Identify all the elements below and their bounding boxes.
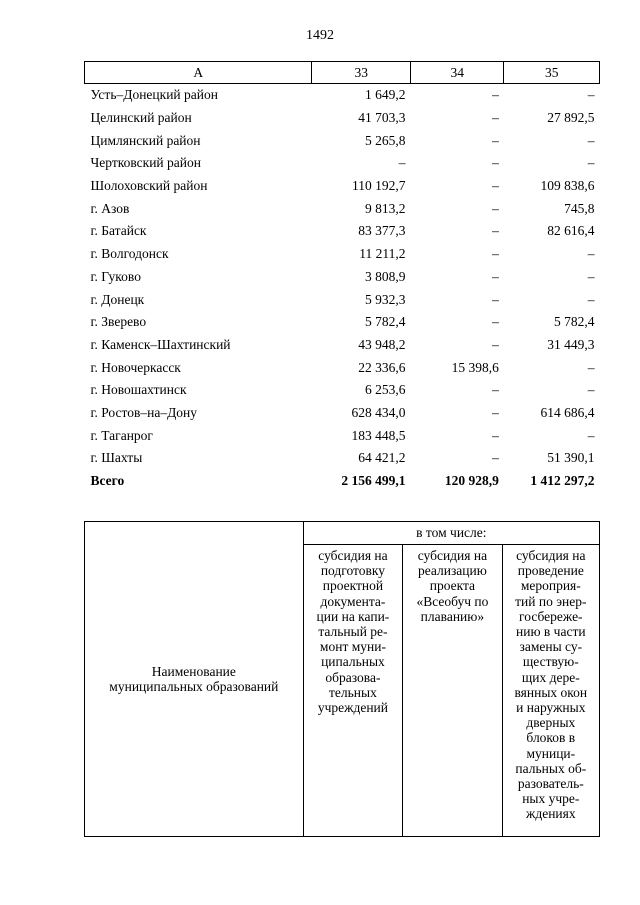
row-value-35: 31 449,3 (547, 336, 595, 352)
subsidy-energy-saving-header: субсидия на проведение мероприя- тий по энер- госбереже- нию в части замены су- ществую- щих дере- вянных окон и наружных дверных блоков в муници- пальных об- разователь- ных учре- ждениях (502, 545, 599, 837)
table-row (85, 424, 600, 447)
row-value-35: – (587, 155, 595, 171)
table-row (85, 288, 600, 311)
row-value-33: 64 421,2 (358, 450, 406, 466)
row-value-34: – (492, 246, 499, 262)
row-name: г. Волгодонск (90, 246, 169, 262)
row-value-35: 51 390,1 (547, 450, 595, 466)
row-value-34: – (492, 87, 499, 103)
table-row (85, 266, 600, 289)
row-value-34: – (492, 223, 499, 239)
row-value-33: 3 808,9 (365, 268, 406, 284)
row-value-34: 15 398,6 (451, 359, 499, 375)
table-header-row (85, 62, 600, 84)
row-name: г. Батайск (90, 223, 147, 239)
row-value-33: 11 211,2 (359, 246, 406, 262)
table-row (85, 175, 600, 198)
row-name: Шолоховский район (90, 178, 208, 194)
row-value-34: – (492, 427, 499, 443)
row-name: г. Таганрог (90, 427, 153, 443)
row-value-35: – (587, 427, 595, 443)
municipality-name-header: Наименование муниципальных образований (85, 522, 304, 837)
row-name: г. Шахты (90, 450, 143, 466)
row-value-33: 5 782,4 (365, 314, 406, 330)
row-value-35: – (587, 132, 595, 148)
row-value-34: – (492, 314, 499, 330)
row-value-33: 43 948,2 (358, 336, 406, 352)
table-row (85, 84, 600, 107)
row-value-34: – (492, 268, 499, 284)
table-row (85, 447, 600, 470)
row-value-34: – (492, 382, 499, 398)
row-value-35: 614 686,4 (540, 404, 595, 420)
row-value-34: – (492, 155, 499, 171)
row-value-34: 120 928,9 (444, 473, 499, 489)
row-value-34: – (492, 336, 499, 352)
row-name: Чертковский район (90, 155, 201, 171)
table-row (85, 356, 600, 379)
row-value-35: 745,8 (564, 200, 595, 216)
row-value-35: – (587, 268, 595, 284)
subsidy-header-table (84, 521, 600, 837)
row-value-33: 5 932,3 (365, 291, 406, 307)
row-name: г. Новошахтинск (90, 382, 187, 398)
row-name: Цимлянский район (90, 132, 201, 148)
row-name: г. Зверево (90, 314, 147, 330)
row-value-33: 9 813,2 (365, 200, 406, 216)
row-name: Усть–Донецкий район (90, 87, 218, 103)
table-row (85, 379, 600, 402)
row-value-33: 110 192,7 (352, 178, 406, 194)
row-value-34: – (492, 132, 499, 148)
row-value-35: 82 616,4 (547, 223, 595, 239)
subsidy-table (84, 61, 600, 492)
table-row (85, 243, 600, 266)
row-value-33: 5 265,8 (365, 132, 406, 148)
row-value-33: 22 336,6 (358, 359, 406, 375)
row-value-33: – (398, 155, 406, 171)
row-value-33: 628 434,0 (351, 404, 406, 420)
subsidy-swimming-header: субсидия на реализацию проекта «Всеобуч по плаванию» (403, 545, 502, 837)
row-value-34: – (492, 178, 499, 194)
table-row (85, 129, 600, 152)
table-row (85, 311, 600, 334)
table-row (85, 197, 600, 220)
row-value-34: – (492, 110, 499, 126)
row-value-34: – (492, 291, 499, 307)
row-name: г. Гуково (90, 268, 141, 284)
row-value-34: – (492, 450, 499, 466)
row-name: г. Новочеркасск (90, 359, 181, 375)
row-value-35: – (587, 246, 595, 262)
page-number: 1492 (306, 28, 334, 43)
row-value-34: – (492, 200, 499, 216)
table-row (85, 402, 600, 425)
table-row (85, 334, 600, 357)
row-value-35: 109 838,6 (540, 178, 595, 194)
row-value-33: 83 377,3 (358, 223, 406, 239)
row-value-33: 6 253,6 (365, 382, 406, 398)
row-value-33: 183 448,5 (351, 427, 406, 443)
row-value-33: 2 156 499,1 (341, 473, 406, 489)
row-name: Всего (90, 473, 125, 489)
header-col-34: 34 (411, 62, 504, 84)
subsidy-design-docs-header: субсидия на подготовку проектной документа- ции на капи- тальный ре- монт муни- ципальных образова- тельных учреждений (303, 545, 403, 837)
row-value-33: 41 703,3 (358, 110, 406, 126)
row-name: г. Ростов–на–Дону (90, 404, 198, 420)
row-name: Целинский район (90, 110, 192, 126)
table-row (85, 152, 600, 175)
header-col-a: А (85, 62, 312, 84)
header-col-35: 35 (504, 62, 600, 84)
row-value-33: 1 649,2 (365, 87, 406, 103)
row-value-35: – (587, 291, 595, 307)
total-row (85, 470, 600, 493)
row-name: г. Каменск–Шахтинский (90, 336, 231, 352)
including-header: в том числе: (303, 522, 599, 545)
row-value-35: – (587, 87, 595, 103)
row-name: г. Донецк (90, 291, 145, 307)
table-row (85, 107, 600, 130)
row-value-35: 27 892,5 (547, 110, 595, 126)
row-value-35: 1 412 297,2 (530, 473, 595, 489)
row-value-34: – (492, 404, 499, 420)
row-value-35: – (587, 382, 595, 398)
row-name: г. Азов (90, 200, 130, 216)
table-body (85, 84, 600, 493)
row-value-35: 5 782,4 (554, 314, 595, 330)
header-col-33: 33 (312, 62, 411, 84)
row-value-35: – (587, 359, 595, 375)
table-row (85, 220, 600, 243)
